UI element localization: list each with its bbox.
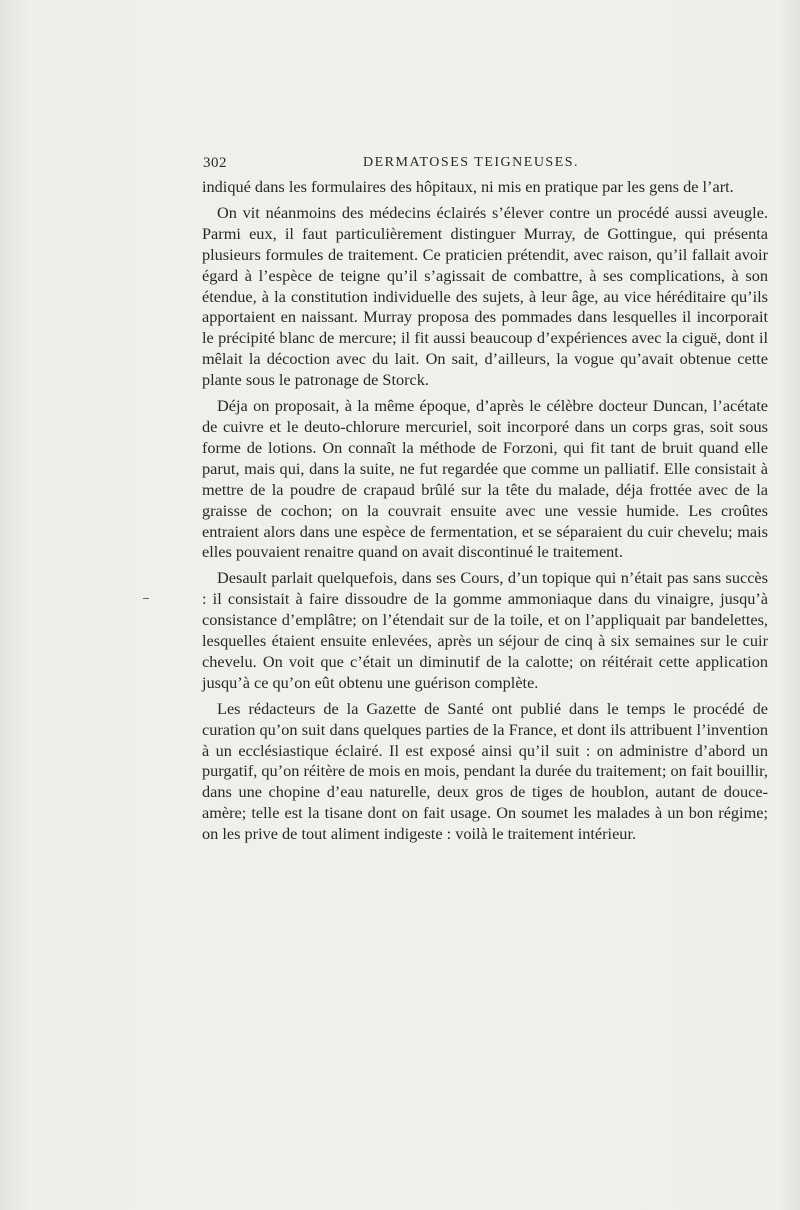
body-text — [202, 177, 768, 850]
paragraph: Desault parlait quelquefois, dans ses Cours, d’un topique qui n’était pas sans succès : il consistait à faire dissoudre de la gomme ammoniaque dans du vinaigre, jusqu’à consistance d’emplâtre; on l’étendait sur de la toile, et on l’appliquait par bandelettes, lesquelles étaient ensuite enlevées, après un séjour de cinq à six semaines sur le cuir chevelu. On voit que c’était un diminutif de la calotte; on réitérait cette application jusqu’à ce qu’on eût obtenu une guérison complète. — [202, 568, 768, 692]
page-header — [203, 155, 768, 175]
page-number: 302 — [203, 155, 227, 171]
paragraph: Déja on proposait, à la même époque, d’après le célèbre docteur Duncan, l’acétate de cuivre et le deuto-chlorure mercuriel, soit incorporé dans un corps gras, soit sous forme de lotions. On connaît la méthode de Forzoni, qui fit tant de bruit quand elle parut, mais qui, dans la suite, ne fut regardée que comme un palliatif. Elle consistait à mettre de la poudre de crapaud brûlé sur la tête du malade, déja frottée avec de la graisse de cochon; on la couvrait ensuite avec une vessie humide. Les croûtes entraient alors dans une espèce de fermentation, et se séparaient du cuir chevelu; mais elles pouvaient renaitre quand on avait discontinué le traitement. — [202, 396, 768, 562]
paragraph: On vit néanmoins des médecins éclairés s’élever contre un procédé aussi aveugle. Parmi eux, il faut particulièrement distinguer Murray, de Gottingue, qui présenta plusieurs formules de traitement. Ce praticien prétendit, avec raison, qu’il fallait avoir égard à l’espèce de teigne qu’il s’agissait de combattre, à ses complications, à son étendue, à la constitution individuelle des sujets, à leur âge, au vice héréditaire qu’ils apportaient en naissant. Murray proposa des pommades dans lesquelles il incorporait le précipité blanc de mercure; il fit aussi beaucoup d’expériences avec la ciguë, dont il mêlait la décoction avec du lait. On sait, d’ailleurs, la vogue qu’avait obtenue cette plante sous le patronage de Storck. — [202, 202, 768, 390]
paragraph: Les rédacteurs de la Gazette de Santé ont publié dans le temps le procédé de curation qu’on suit dans quelques parties de la France, et dont ils attribuent l’invention à un ecclésiastique éclairé. Il est exposé ainsi qu’il suit : on administre d’abord un purgatif, qu’on réitère de mois en mois, pendant la durée du traitement; on fait bouillir, dans une chopine d’eau naturelle, deux gros de tiges de houblon, autant de douce-amère; telle est la tisane dont on fait usage. On soumet les malades à un bon régime; on les prive de tout aliment indigeste : voilà le traitement intérieur. — [202, 698, 768, 844]
paragraph: indiqué dans les formulaires des hôpitaux, ni mis en pratique par les gens de l’art. — [202, 177, 734, 196]
running-title: DERMATOSES TEIGNEUSES. — [363, 155, 580, 170]
margin-mark — [143, 598, 149, 599]
